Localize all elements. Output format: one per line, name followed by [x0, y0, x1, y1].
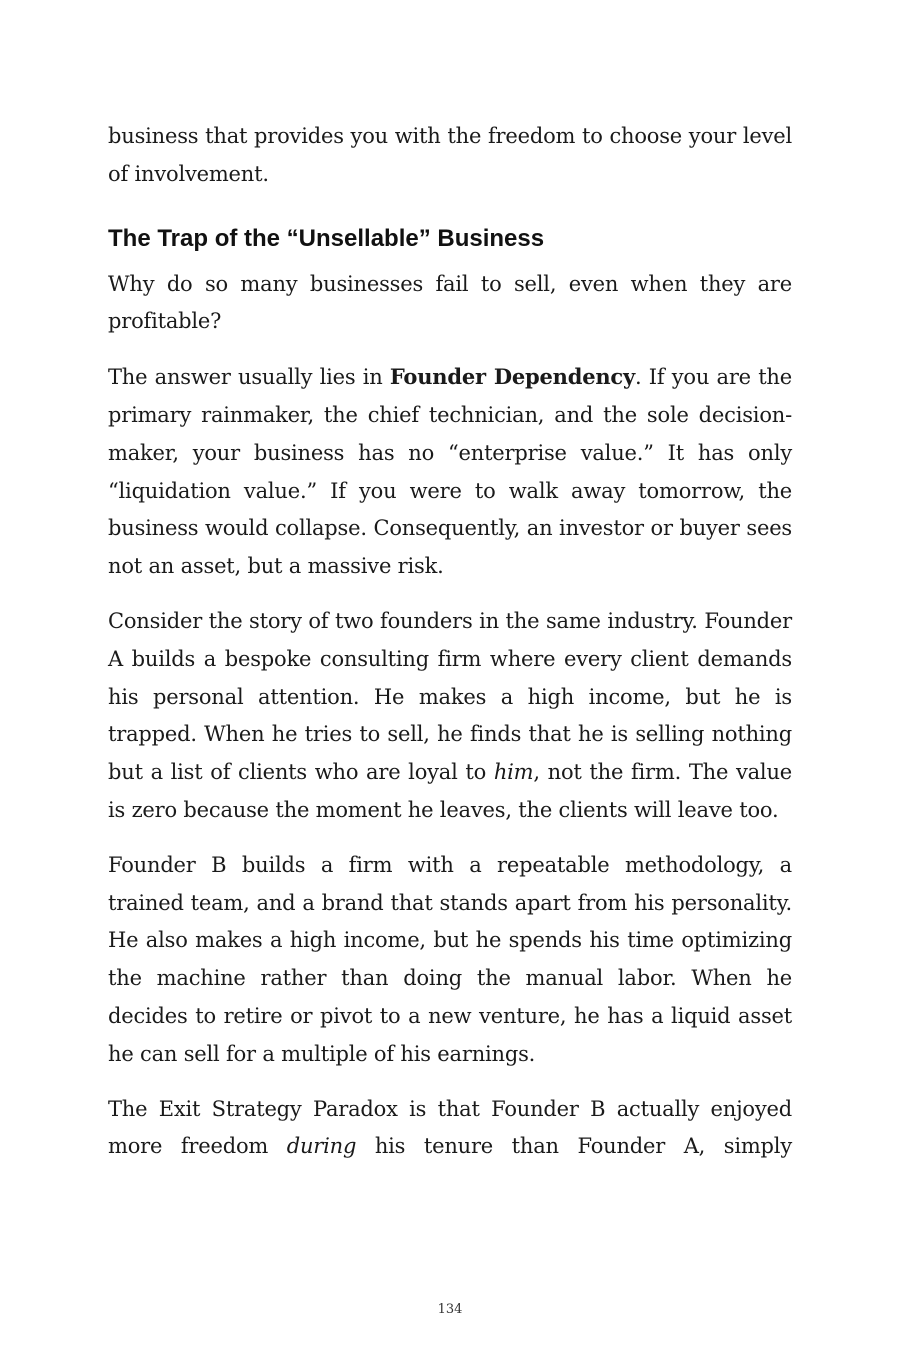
bold-term: Founder Dependency — [389, 364, 636, 390]
text-run: his tenure than Founder A, simply — [356, 1134, 792, 1159]
text-run: . If you are the primary rainmaker, the chief technician, and the sole decision-maker, your business has no “enterprise value.” It has only “liquidation value.” If you were to walk away tomorrow, the business would collapse. Consequently, an investor or buyer sees not an asset, but a massive risk. — [108, 365, 792, 579]
paragraph-founder-dependency — [108, 358, 792, 586]
paragraph-question: Why do so many businesses fail to sell, even when they are profitable? — [108, 271, 792, 334]
section-heading: The Trap of the “Unsellable” Business — [108, 224, 545, 252]
paragraph-paradox — [108, 1091, 792, 1167]
italic-emphasis: during — [286, 1134, 357, 1159]
page-number: 134 — [437, 1302, 463, 1317]
italic-emphasis: him — [493, 760, 534, 785]
paragraph-founder-a — [108, 603, 792, 830]
text-run: The Exit Strategy Paradox is that Founder B actually enjoyed more freedom — [108, 1096, 792, 1159]
text-run: The answer usually lies in — [108, 365, 390, 390]
paragraph-continuation: business that provides you with the freedom to choose your level of involvement. — [108, 124, 792, 186]
text-run: , not the firm. The value is zero because the moment he leaves, the clients will leave too. — [108, 760, 792, 822]
page-body — [108, 118, 792, 1183]
paragraph-founder-b: Founder B builds a firm with a repeatable methodology, a trained team, and a brand that stands apart from his personality. He also makes a high income, but he spends his time optimizing the machine rather than doing the manual labor. When he decides to retire or pivot to a new venture, he has a liquid asset he can sell for a multiple of his earnings. — [108, 852, 792, 1066]
text-run: Consider the story of two founders in the same industry. Founder A builds a bespoke consulting firm where every client demands his personal attention. He makes a high income, but he is trapped. When he tries to sell, he finds that he is selling nothing but a list of clients who are loyal to — [108, 608, 792, 785]
